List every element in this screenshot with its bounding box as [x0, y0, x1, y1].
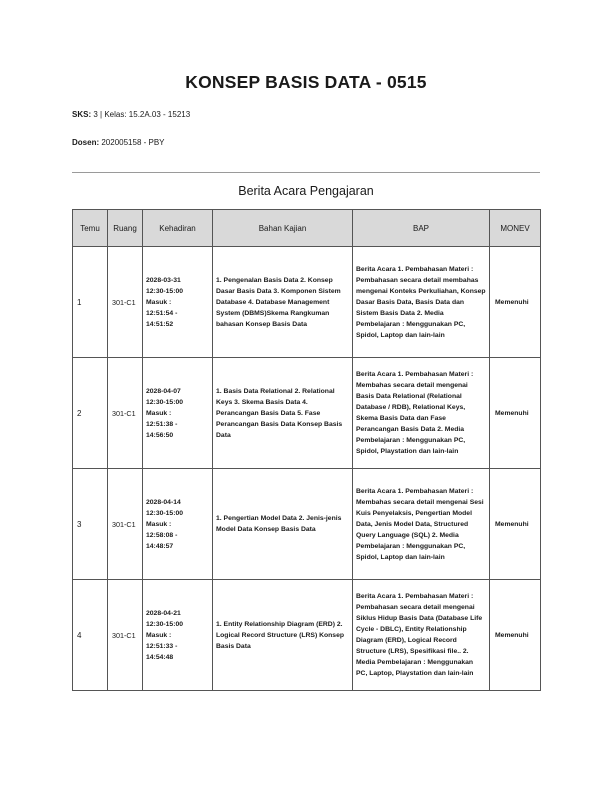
monev-cell: Memenuhi — [490, 580, 541, 691]
kehadiran-time: 12:30-15:00 — [146, 287, 184, 295]
lecturer-info — [72, 138, 165, 147]
kehadiran-time: 12:30-15:00 — [146, 398, 184, 406]
sks-label: SKS: — [72, 110, 92, 119]
header-ruang: Ruang — [108, 210, 143, 247]
bap-cell: Berita Acara 1. Pembahasan Materi : Pembahasan secara detail membahas mengenai Konteks Perkuliahan, Konsep Dasar Basis Data, Basis Data dan Sistem Basis Data 2. Media Pembelajaran : Menggunakan PC, Spidol, Laptop dan lain-lain — [353, 247, 490, 358]
bap-cell: Berita Acara 1. Pembahasan Materi : Membahas secara detail mengenai Basis Data Relational (Relational Database / RDB), Relational Keys, Skema Basis Data dan Fase Perancangan Basis Data 2. Media Pembelajaran : Menggunakan PC, Spidol, Playstation dan lain-lain — [353, 358, 490, 469]
temu-cell: 1 — [73, 247, 108, 358]
table-row — [73, 469, 541, 580]
kehadiran-out: 14:51:52 — [146, 320, 174, 328]
kehadiran-time: 12:30-15:00 — [146, 509, 184, 517]
kehadiran-time: 12:30-15:00 — [146, 620, 184, 628]
monev-cell: Memenuhi — [490, 469, 541, 580]
kehadiran-masuk-label: Masuk : — [146, 631, 172, 639]
kehadiran-date: 2028-04-14 — [146, 498, 181, 506]
temu-cell: 2 — [73, 358, 108, 469]
kehadiran-date: 2028-03-31 — [146, 276, 181, 284]
kehadiran-in: 12:51:38 - — [146, 420, 178, 428]
bahan-kajian-cell: 1. Basis Data Relational 2. Relational Keys 3. Skema Basis Data 4. Perancangan Basis Data 5. Fase Perancangan Basis Data Konsep Basis Data — [213, 358, 353, 469]
table-row — [73, 247, 541, 358]
ruang-cell: 301-C1 — [108, 358, 143, 469]
header-bahan-kajian: Bahan Kajian — [213, 210, 353, 247]
header-monev: MONEV — [490, 210, 541, 247]
table-row — [73, 358, 541, 469]
kehadiran-masuk-label: Masuk : — [146, 298, 172, 306]
header-temu: Temu — [73, 210, 108, 247]
table-row — [73, 580, 541, 691]
kehadiran-out: 14:54:48 — [146, 653, 174, 661]
sks-value: 3 | Kelas: 15.2A.03 - 15213 — [93, 110, 191, 119]
ruang-cell: 301-C1 — [108, 580, 143, 691]
bap-cell: Berita Acara 1. Pembahasan Materi : Pembahasan secara detail mengenai Siklus Hidup Basis Data (Database Life Cycle - DBLC), Entity Relationship Diagram (ERD), Logical Record Structure (LRS), Spesifikasi file.. 2. Media Pembelajaran : Menggunakan PC, Laptop, Playstation dan lain-lain — [353, 580, 490, 691]
header-kehadiran: Kehadiran — [143, 210, 213, 247]
kehadiran-cell — [143, 358, 213, 469]
kehadiran-out: 14:56:50 — [146, 431, 174, 439]
temu-cell: 4 — [73, 580, 108, 691]
kehadiran-in: 12:51:54 - — [146, 309, 178, 317]
kehadiran-in: 12:58:08 - — [146, 531, 178, 539]
table-header-row — [73, 210, 541, 247]
temu-cell: 3 — [73, 469, 108, 580]
kehadiran-out: 14:48:57 — [146, 542, 174, 550]
kehadiran-cell — [143, 247, 213, 358]
dosen-label: Dosen: — [72, 138, 100, 147]
kehadiran-cell — [143, 469, 213, 580]
kehadiran-masuk-label: Masuk : — [146, 409, 172, 417]
monev-cell: Memenuhi — [490, 358, 541, 469]
ruang-cell: 301-C1 — [108, 247, 143, 358]
sks-class-info — [72, 110, 190, 119]
header-bap: BAP — [353, 210, 490, 247]
kehadiran-masuk-label: Masuk : — [146, 520, 172, 528]
dosen-value: 202005158 - PBY — [101, 138, 165, 147]
kehadiran-in: 12:51:33 - — [146, 642, 178, 650]
kehadiran-date: 2028-04-07 — [146, 387, 181, 395]
horizontal-divider — [72, 172, 540, 173]
section-title: Berita Acara Pengajaran — [238, 184, 374, 198]
bahan-kajian-cell: 1. Pengertian Model Data 2. Jenis-jenis Model Data Konsep Basis Data — [213, 469, 353, 580]
bahan-kajian-cell: 1. Entity Relationship Diagram (ERD) 2. Logical Record Structure (LRS) Konsep Basis Data — [213, 580, 353, 691]
kehadiran-cell — [143, 580, 213, 691]
monev-cell: Memenuhi — [490, 247, 541, 358]
bahan-kajian-cell: 1. Pengenalan Basis Data 2. Konsep Dasar Basis Data 3. Komponen Sistem Database 4. Database Management System (DBMS)Skema Rangkuman bahasan Konsep Basis Data — [213, 247, 353, 358]
kehadiran-date: 2028-04-21 — [146, 609, 181, 617]
document-title: KONSEP BASIS DATA - 0515 — [185, 72, 427, 92]
ruang-cell: 301-C1 — [108, 469, 143, 580]
bap-cell: Berita Acara 1. Pembahasan Materi : Membahas secara detail mengenai Sesi Kuis Penyelaksis, Pengertian Model Data, Jenis Model Data, Structured Query Language (SQL) 2. Media Pembelajaran : Menggunakan PC, Spidol, Laptop dan lain-lain — [353, 469, 490, 580]
teaching-record-table — [72, 209, 541, 691]
